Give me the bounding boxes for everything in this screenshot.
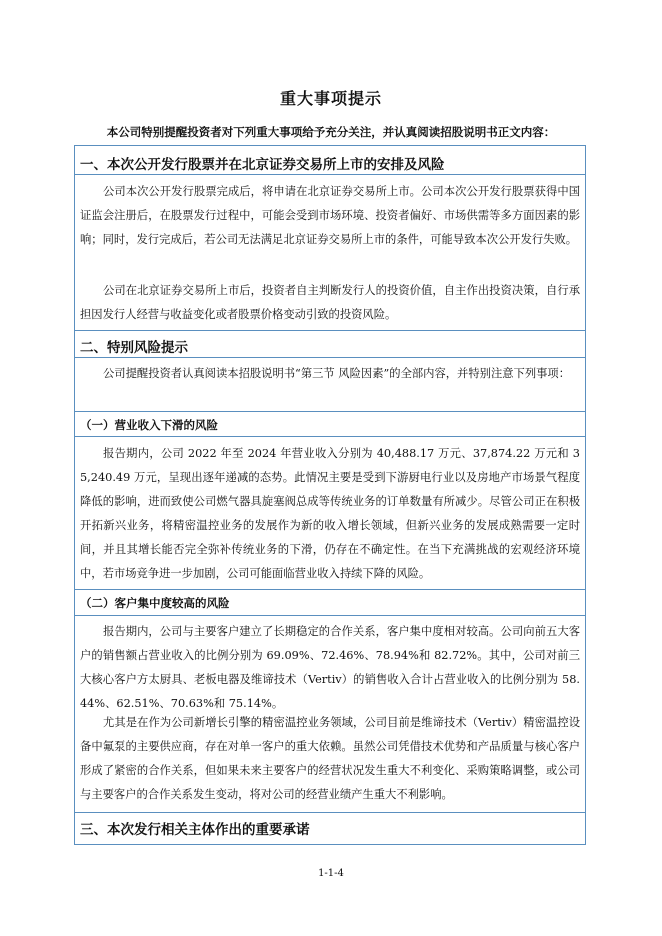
subsection-1-top-divider [75, 411, 585, 412]
intro-statement: 本公司特别提醒投资者对下列重大事项给予充分关注，并认真阅读招股说明书正文内容： [106, 125, 556, 139]
subsection-2-heading: （二）客户集中度较高的风险 [80, 596, 230, 610]
section-3-top-divider [75, 812, 585, 813]
subsection-2-paragraph-1: 报告期内，公司与主要客户建立了长期稳定的合作关系，客户集中度相对较高。公司向前五大客户的销售额占营业收入的比例分别为 69.09%、72.46%、78.94%和 82.72%。其中，公司对前三大核心客户方太厨具、老板电器及维谛技术（Vertiv）的销售收入合计占营业收入的比例分别为 58.44%、62.51%、70.63%和 75.14%。 [80, 625, 580, 710]
section-1-divider [75, 174, 585, 175]
subsection-1-paragraph: 报告期内，公司 2022 年至 2024 年营业收入分别为 40,488.17 万元、37,874.22 万元和 35,240.49 万元，呈现出逐年递减的态势。此情况主要是受到下游厨电行业以及房地产市场景气程度降低的影响，进而致使公司燃气器具旋塞阀总成等传统业务的订单数量有所减少。尽管公司正在积极开拓新兴业务，将精密温控业务的发展作为新的收入增长领域，但新兴业务的发展成熟需要一定时间，并且其增长能否完全弥补传统业务的下滑，仍存在不确定性。在当下充满挑战的宏观经济环境中，若市场竞争进一步加剧，公司可能面临营业收入持续下降的风险。 [80, 447, 580, 580]
section-2-top-divider [75, 330, 585, 331]
subsection-1-heading: （一）营业收入下滑的风险 [80, 418, 218, 432]
subsection-2-top-divider [75, 589, 585, 590]
section-2-heading: 二、特别风险提示 [80, 340, 188, 356]
subsection-1-divider [75, 436, 585, 437]
section-1-paragraph-1: 公司本次公开发行股票完成后，将申请在北京证券交易所上市。公司本次公开发行股票获得中国证监会注册后，在股票发行过程中，可能会受到市场环境、投资者偏好、市场供需等多方面因素的影响；同时，发行完成后，若公司无法满足北京证券交易所上市的条件，可能导致本次公开发行失败。 [80, 185, 580, 246]
section-1-paragraph-2: 公司在北京证券交易所上市后，投资者自主判断发行人的投资价值，自主作出投资决策，自行承担因发行人经营与收益变化或者股票价格变动引致的投资风险。 [80, 284, 580, 321]
subsection-2-divider [75, 615, 585, 616]
page-number: 1-1-4 [318, 868, 344, 879]
section-3-heading: 三、本次发行相关主体作出的重要承诺 [80, 822, 310, 838]
section-2-divider [75, 357, 585, 358]
section-1-heading: 一、本次公开发行股票并在北京证券交易所上市的安排及风险 [80, 157, 445, 173]
subsection-2-paragraph-2: 尤其是在作为公司新增长引擎的精密温控业务领域，公司目前是维谛技术（Vertiv）精密温控设备中氟泵的主要供应商，存在对单一客户的重大依赖。虽然公司凭借技术优势和产品质量与核心客户形成了紧密的合作关系，但如果未来主要客户的经营状况发生重大不利变化、采购策略调整，或公司与主要客户的合作关系发生变动，将对公司的经营业绩产生重大不利影响。 [80, 716, 580, 801]
section-2-paragraph-1: 公司提醒投资者认真阅读本招股说明书“第三节 风险因素”的全部内容，并特别注意下列事项： [103, 367, 571, 380]
document-title: 重大事项提示 [279, 89, 382, 108]
